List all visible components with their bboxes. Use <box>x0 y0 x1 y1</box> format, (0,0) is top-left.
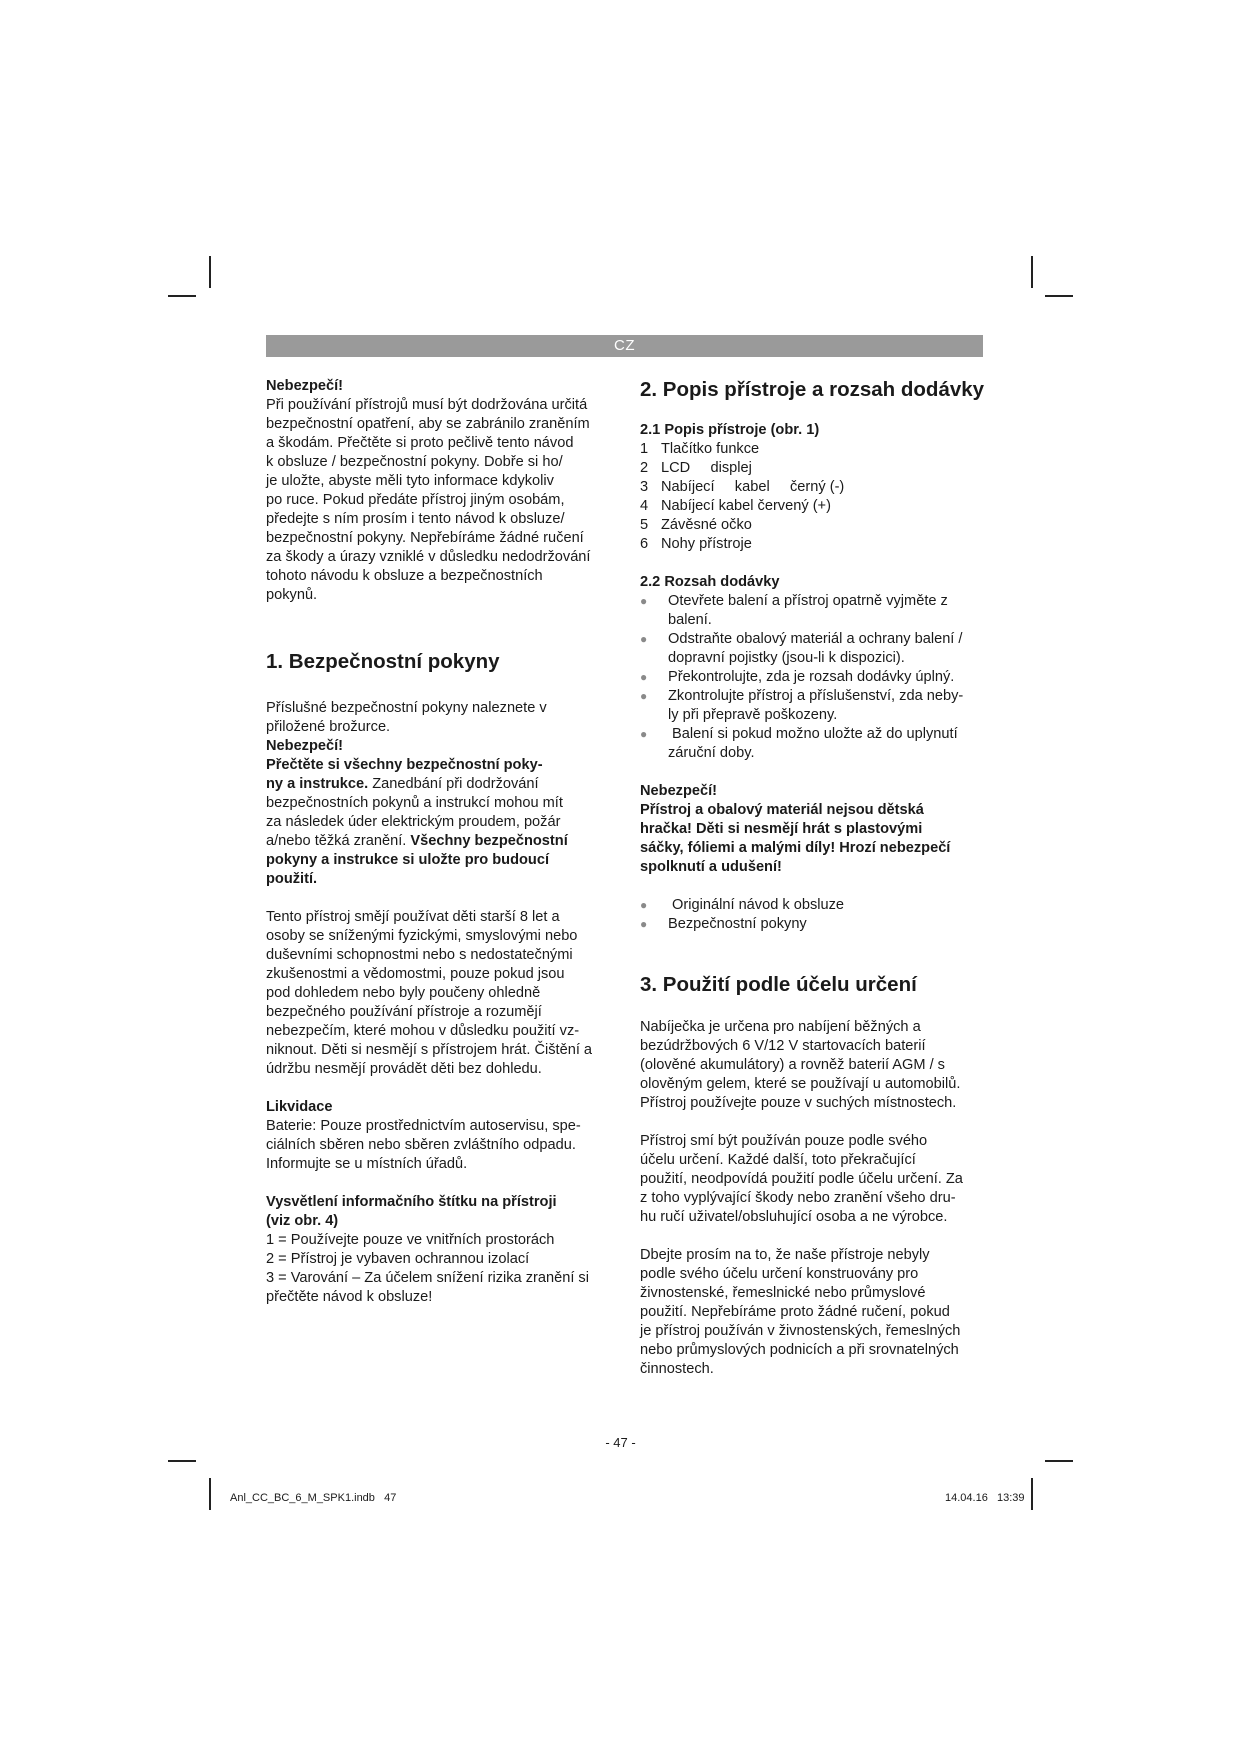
children-text-line: osoby se sníženými fyzickými, smyslovými nebo <box>266 928 578 944</box>
s1-warning-line: Přečtěte si všechny bezpečnostní poky- <box>266 757 543 773</box>
s1-danger-title: Nebezpečí! <box>266 738 344 754</box>
s3-text-line: hu ručí uživatel/obsluhující osoba a ne výrobce. <box>640 1209 948 1225</box>
danger-text-line: k obsluze / bezpečnostní pokyny. Dobře si ho/ <box>266 454 563 470</box>
s3-text-line: Dbejte prosím na to, že naše přístroje nebyly <box>640 1247 930 1263</box>
bullet-icon: ● <box>640 689 648 703</box>
list-item: 4 Nabíjecí kabel červený (+) <box>640 498 831 514</box>
section-1-heading: 1. Bezpečnostní pokyny <box>266 650 500 673</box>
label-text-line: přečtěte návod k obsluze! <box>266 1289 433 1305</box>
list-item: ● Překontrolujte, zda je rozsah dodávky úplný. <box>640 669 955 685</box>
list-item: 6 Nohy přístroje <box>640 536 752 552</box>
label-text-line: 1 = Používejte pouze ve vnitřních prostorách <box>266 1232 555 1248</box>
s3-text-line: použití. Nepřebíráme proto žádné ručení, pokud <box>640 1304 950 1320</box>
s3-text-line: Přístroj smí být používán pouze podle svého <box>640 1133 928 1149</box>
footer-file-name: Anl_CC_BC_6_M_SPK1.indb 47 <box>230 1492 397 1504</box>
delivery-list <box>640 592 985 763</box>
danger-text-line: Při používání přístrojů musí být dodržována určitá <box>266 397 588 413</box>
s1-warning-line: použití. <box>266 871 318 887</box>
danger-title: Nebezpečí! <box>640 783 718 799</box>
danger-text-line: pokynů. <box>266 587 318 603</box>
disposal-text-line: ciálních sběren nebo sběren zvláštního odpadu. <box>266 1137 576 1153</box>
children-text-line: nebezpečím, které mohou v důsledku použití vz- <box>266 1023 580 1039</box>
s3-text-line: Přístroj používejte pouze v suchých místnostech. <box>640 1095 957 1111</box>
s3-text-line: je přístroj používán v živnostenských, řemeslných <box>640 1323 961 1339</box>
documents-list <box>640 896 985 934</box>
list-item: 5 Závěsné očko <box>640 517 752 533</box>
bullet-icon: ● <box>640 670 648 684</box>
list-item: ● Odstraňte obalový materiál a ochrany balení / dopravní pojistky (jsou-li k dispozici). <box>640 631 963 666</box>
label-text-line: 3 = Varování – Za účelem snížení rizika zranění si <box>266 1270 589 1286</box>
s3-text-line: činnostech. <box>640 1361 714 1377</box>
bullet-icon: ● <box>640 632 648 646</box>
danger-text-line: bezpečnostní pokyny. Nepřebíráme žádné ručení <box>266 530 584 546</box>
list-item: ● Balení si pokud možno uložte až do uplynutí záruční doby. <box>640 726 958 761</box>
s3-text-line: olověným gelem, které se používají u automobilů. <box>640 1076 961 1092</box>
crop-mark-top-right-horizontal <box>1045 295 1073 297</box>
children-text-line: údržbu nesmějí provádět děti bez dohledu. <box>266 1061 542 1077</box>
s3-text-line: (olověné akumulátory) a rovněž baterií AGM / s <box>640 1057 945 1073</box>
bullet-icon: ● <box>640 917 648 931</box>
s3-text-line: živnostenské, řemeslnické nebo průmyslové <box>640 1285 926 1301</box>
s1-warning-line: bezpečnostních pokynů a instrukcí mohou mít <box>266 795 563 811</box>
danger-text-line: po ruce. Pokud předáte přístroj jiným osobám, <box>266 492 565 508</box>
children-text-line: zkušenostmi a vědomostmi, pouze pokud jsou <box>266 966 565 982</box>
s3-text-line: účelu určení. Každé další, toto překračující <box>640 1152 916 1168</box>
label-heading: Vysvětlení informačního štítku na přístroji <box>266 1194 557 1210</box>
list-item: ● Originální návod k obsluze <box>640 897 845 913</box>
s1-warning-line: pokyny a instrukce si uložte pro budoucí <box>266 852 550 868</box>
children-text-line: bezpečného používání přístroje a rozumějí <box>266 1004 542 1020</box>
children-text-line: duševními schopnostmi nebo s nedostatečnými <box>266 947 573 963</box>
s3-text-line: z toho vyplývající škody nebo zranění všeho dru- <box>640 1190 956 1206</box>
bullet-icon: ● <box>640 727 648 741</box>
s1-warning-line: za následek úder elektrickým proudem, požár <box>266 814 561 830</box>
s1-intro-line: přiložené brožurce. <box>266 719 391 735</box>
list-item: ● Zkontrolujte přístroj a příslušenství, zda neby- ly při přepravě poškozeny. <box>640 688 964 723</box>
s3-text-line: Nabíječka je určena pro nabíjení běžných a <box>640 1019 921 1035</box>
bullet-icon: ● <box>640 594 648 608</box>
language-label: CZ <box>614 337 635 354</box>
list-item: 3 Nabíjecí kabel černý (-) <box>640 479 845 495</box>
danger-text-line: Přístroj a obalový materiál nejsou dětská <box>640 802 924 818</box>
left-column <box>266 377 616 1307</box>
crop-mark-bottom-right-horizontal <box>1045 1460 1073 1462</box>
s3-text-line: použití, neodpovídá použití podle účelu určení. Za <box>640 1171 963 1187</box>
list-item: 1 Tlačítko funkce <box>640 441 760 457</box>
label-text-line: 2 = Přístroj je vybaven ochrannou izolací <box>266 1251 530 1267</box>
children-text-line: niknout. Děti si nesmějí s přístrojem hrát. Čištění a <box>266 1042 593 1058</box>
danger-text-line: je uložte, abyste měli tyto informace kdykoliv <box>266 473 554 489</box>
bullet-icon: ● <box>640 898 648 912</box>
crop-mark-bottom-right-vertical <box>1031 1478 1033 1510</box>
page-number: - 47 - <box>605 1435 636 1450</box>
children-text-line: pod dohledem nebo byly poučeny ohledně <box>266 985 541 1001</box>
disposal-heading: Likvidace <box>266 1099 333 1115</box>
crop-mark-bottom-left-vertical <box>209 1478 211 1510</box>
danger-text-line: předejte s ním prosím i tento návod k obsluze/ <box>266 511 565 527</box>
list-item: ● Bezpečnostní pokyny <box>640 916 807 932</box>
danger-text-line: sáčky, fóliemi a malými díly! Hrozí nebezpečí <box>640 840 951 856</box>
danger-text-line: za škody a úrazy vzniklé v důsledku nedodržování <box>266 549 591 565</box>
list-item: ● Otevřete balení a přístroj opatrně vyjměte z balení. <box>640 593 948 628</box>
danger-text-line: a škodám. Přečtěte si proto pečlivě tento návod <box>266 435 574 451</box>
disposal-text-line: Informujte se u místních úřadů. <box>266 1156 468 1172</box>
danger-text-line: tohoto návodu k obsluze a bezpečnostních <box>266 568 543 584</box>
danger-title: Nebezpečí! <box>266 378 344 394</box>
s1-warning-line: a/nebo těžká zranění. Všechny bezpečnostní <box>266 833 568 849</box>
parts-list <box>640 440 985 554</box>
danger-text-line: hračka! Děti si nesmějí hrát s plastovými <box>640 821 923 837</box>
crop-mark-top-left-horizontal <box>168 295 196 297</box>
language-header-bar <box>266 335 983 357</box>
section-2-2-heading: 2.2 Rozsah dodávky <box>640 574 780 590</box>
s3-text-line: bezúdržbových 6 V/12 V startovacích baterií <box>640 1038 926 1054</box>
danger-text-line: bezpečnostní opatření, aby se zabránilo zraněním <box>266 416 590 432</box>
s3-text-line: podle svého účelu určení konstruovány pro <box>640 1266 919 1282</box>
section-2-heading: 2. Popis přístroje a rozsah dodávky <box>640 378 985 401</box>
crop-mark-top-left-vertical <box>209 256 211 288</box>
right-column <box>640 377 985 1379</box>
disposal-text-line: Baterie: Pouze prostřednictvím autoservisu, spe- <box>266 1118 581 1134</box>
s1-intro-line: Příslušné bezpečnostní pokyny naleznete v <box>266 700 547 716</box>
crop-mark-bottom-left-horizontal <box>168 1460 196 1462</box>
footer-date: 14.04.16 13:39 <box>945 1492 1025 1504</box>
s3-text-line: nebo průmyslových podnicích a při srovnatelných <box>640 1342 959 1358</box>
section-2-1-heading: 2.1 Popis přístroje (obr. 1) <box>640 422 820 438</box>
children-text-line: Tento přístroj smějí používat děti starší 8 let a <box>266 909 560 925</box>
crop-mark-top-right-vertical <box>1031 256 1033 288</box>
s1-warning-line: ny a instrukce. Zanedbání při dodržování <box>266 776 539 792</box>
label-heading: (viz obr. 4) <box>266 1213 339 1229</box>
list-item: 2 LCD displej <box>640 460 752 476</box>
section-3-heading: 3. Použití podle účelu určení <box>640 973 917 996</box>
danger-text-line: spolknutí a udušení! <box>640 859 782 875</box>
